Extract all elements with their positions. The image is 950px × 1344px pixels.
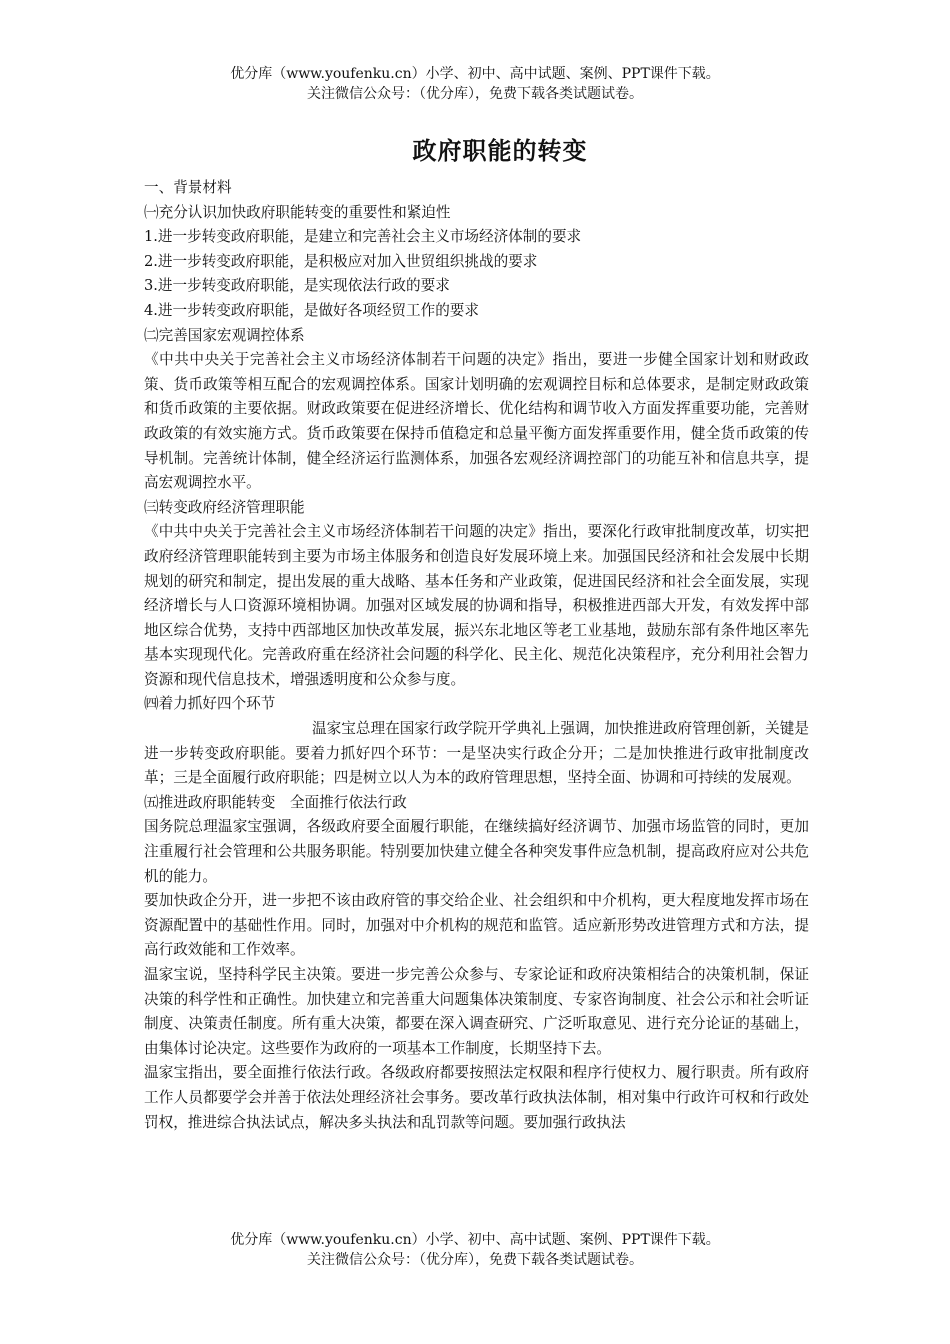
paragraph: 温家宝指出，要全面推行依法行政。各级政府都要按照法定权限和程序行使权力、履行职责。所有政府工作人员都要学会并善于依法处理经济社会事务。要改革行政执法体制，相对集中行政许可权和行政处罚权，推进综合执法试点，解决多头执法和乱罚款等问题。要加强行政执法 <box>144 1064 809 1131</box>
subsection-heading: ㈠充分认识加快政府职能转变的重要性和紧迫性 <box>144 203 451 221</box>
page-footer <box>0 1230 950 1270</box>
paragraph: 国务院总理温家宝强调，各级政府要全面履行职能，在继续搞好经济调节、加强市场监管的同时，更加注重履行社会管理和公共服务职能。特别要加快建立健全各种突发事件应急机制，提高政府应对公共危机的能力。 <box>144 818 809 885</box>
footer-line-2: 关注微信公众号：（优分库），免费下载各类试题试卷。 <box>307 1252 643 1268</box>
list-item: 2.进一步转变政府职能，是积极应对加入世贸组织挑战的要求 <box>144 252 538 270</box>
document-body <box>144 176 809 1135</box>
paragraph: 《中共中央关于完善社会主义市场经济体制若干问题的决定》指出，要进一步健全国家计划和财政政策、货币政策等相互配合的宏观调控体系。国家计划明确的宏观调控目标和总体要求，是制定财政政策和货币政策的主要依据。财政政策要在促进经济增长、优化结构和调节收入方面发挥重要功能，完善财政政策的有效实施方式。货币政策要在保持币值稳定和总量平衡方面发挥重要作用，健全货币政策的传导机制。完善统计体制，健全经济运行监测体系，加强各宏观经济调控部门的功能互补和信息共享，提高宏观调控水平。 <box>144 351 809 492</box>
paragraph: 温家宝总理在国家行政学院开学典礼上强调，加快推进政府管理创新，关键是进一步转变政府职能。要着力抓好四个环节：一是坚决实行政企分开；二是加快推进行政审批制度改革；三是全面履行政府职能；四是树立以人为本的政府管理思想，坚持全面、协调和可持续的发展观。 <box>144 720 809 787</box>
list-item: 4.进一步转变政府职能，是做好各项经贸工作的要求 <box>144 301 479 319</box>
paragraph: 《中共中央关于完善社会主义市场经济体制若干问题的决定》指出，要深化行政审批制度改革，切实把政府经济管理职能转到主要为市场主体服务和创造良好发展环境上来。加强国民经济和社会发展中长期规划的研究和制定，提出发展的重大战略、基本任务和产业政策，促进国民经济和社会全面发展，实现经济增长与人口资源环境相协调。加强对区域发展的协调和指导，积极推进西部大开发，有效发挥中部地区综合优势，支持中西部地区加快改革发展，振兴东北地区等老工业基地，鼓励东部有条件地区率先基本实现现代化。完善政府重在经济社会问题的科学化、民主化、规范化决策程序，充分利用社会智力资源和现代信息技术，增强透明度和公众参与度。 <box>144 523 809 688</box>
section-heading: 一、背景材料 <box>144 179 232 196</box>
document-title: 政府职能的转变 <box>412 136 588 165</box>
paragraph: 要加快政企分开，进一步把不该由政府管的事交给企业、社会组织和中介机构，更大程度地发挥市场在资源配置中的基础性作用。同时，加强对中介机构的规范和监管。适应新形势改进管理方式和方法，提高行政效能和工作效率。 <box>144 892 809 959</box>
footer-line-1: 优分库（www.youfenku.cn）小学、初中、高中试题、案例、PPT课件下载。 <box>230 1232 720 1248</box>
header-line-2: 关注微信公众号：（优分库），免费下载各类试题试卷。 <box>307 86 643 102</box>
header-line-1: 优分库（www.youfenku.cn）小学、初中、高中试题、案例、PPT课件下载。 <box>230 66 720 82</box>
subsection-heading: ㈡完善国家宏观调控体系 <box>144 326 305 344</box>
subsection-heading: ㈢转变政府经济管理职能 <box>144 498 305 516</box>
list-item: 3.进一步转变政府职能，是实现依法行政的要求 <box>144 277 450 295</box>
list-item: 1.进一步转变政府职能，是建立和完善社会主义市场经济体制的要求 <box>144 228 582 246</box>
subsection-heading: ㈤推进政府职能转变 全面推行依法行政 <box>144 793 407 811</box>
paragraph: 温家宝说，坚持科学民主决策。要进一步完善公众参与、专家论证和政府决策相结合的决策机制，保证决策的科学性和正确性。加快建立和完善重大问题集体决策制度、专家咨询制度、社会公示和社会听证制度、决策责任制度。所有重大决策，都要在深入调查研究、广泛听取意见、进行充分论证的基础上，由集体讨论决定。这些要作为政府的一项基本工作制度，长期坚持下去。 <box>144 966 809 1057</box>
subsection-heading: ㈣着力抓好四个环节 <box>144 695 276 713</box>
page-header <box>0 64 950 104</box>
